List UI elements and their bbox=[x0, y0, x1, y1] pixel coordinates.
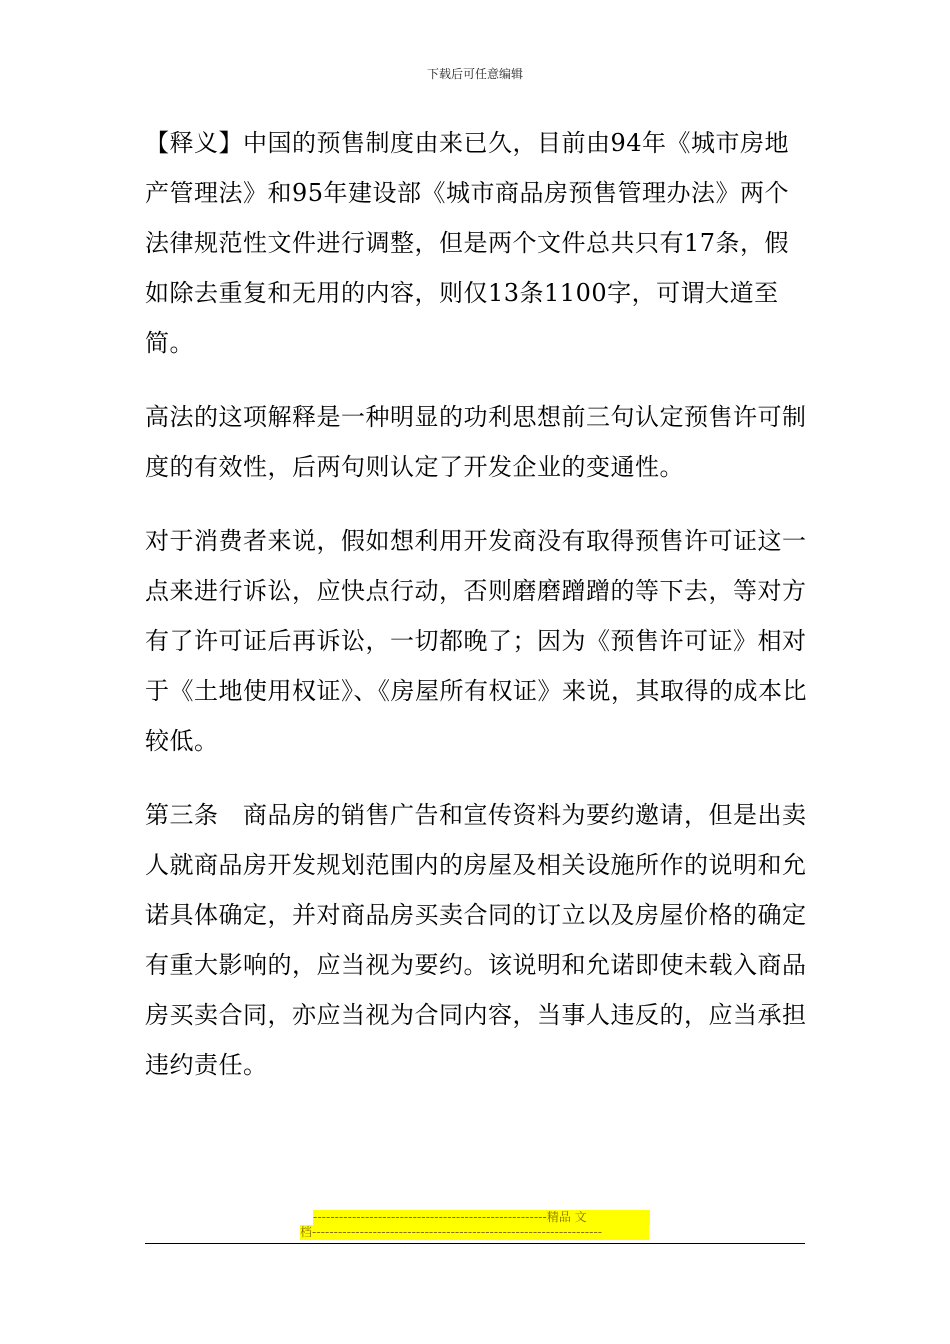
paragraph-interpretation: 高法的这项解释是一种明显的功利思想前三句认定预售许可制度的有效性，后两句则认定了开发企业的变通性。 bbox=[145, 403, 807, 481]
footer-divider bbox=[145, 1243, 805, 1244]
document-body bbox=[145, 118, 810, 1114]
footer-line-2: 档------------------------------------------------------------------- bbox=[300, 1225, 649, 1240]
footer-line-1: ------------------------------------------------------精品 文 bbox=[313, 1210, 650, 1225]
paragraph-article-three: 第三条 商品房的销售广告和宣传资料为要约邀请，但是出卖人就商品房开发规划范围内的房屋及相关设施所作的说明和允诺具体确定，并对商品房买卖合同的订立以及房屋价格的确定有重大影响的，应当视为要约。该说明和允诺即使未载入商品房买卖合同，亦应当视为合同内容，当事人违反的，应当承担违约责任。 bbox=[145, 801, 807, 1079]
page-header: 下载后可任意编辑 bbox=[426, 67, 523, 81]
paragraph-consumer-advice: 对于消费者来说，假如想利用开发商没有取得预售许可证这一点来进行诉讼，应快点行动，否则磨磨蹭蹭的等下去，等对方有了许可证后再诉讼，一切都晚了；因为《预售许可证》相对于《土地使用权证》、《房屋所有权证》来说，其取得的成本比较低。 bbox=[145, 527, 807, 755]
footer-watermark bbox=[300, 1210, 650, 1240]
paragraph-definition: 【释义】中国的预售制度由来已久，目前由94年《城市房地产管理法》和95年建设部《城市商品房预售管理办法》两个法律规范性文件进行调整，但是两个文件总共只有17条，假如除去重复和无用的内容，则仅13条1100字，可谓大道至简。 bbox=[145, 129, 790, 357]
